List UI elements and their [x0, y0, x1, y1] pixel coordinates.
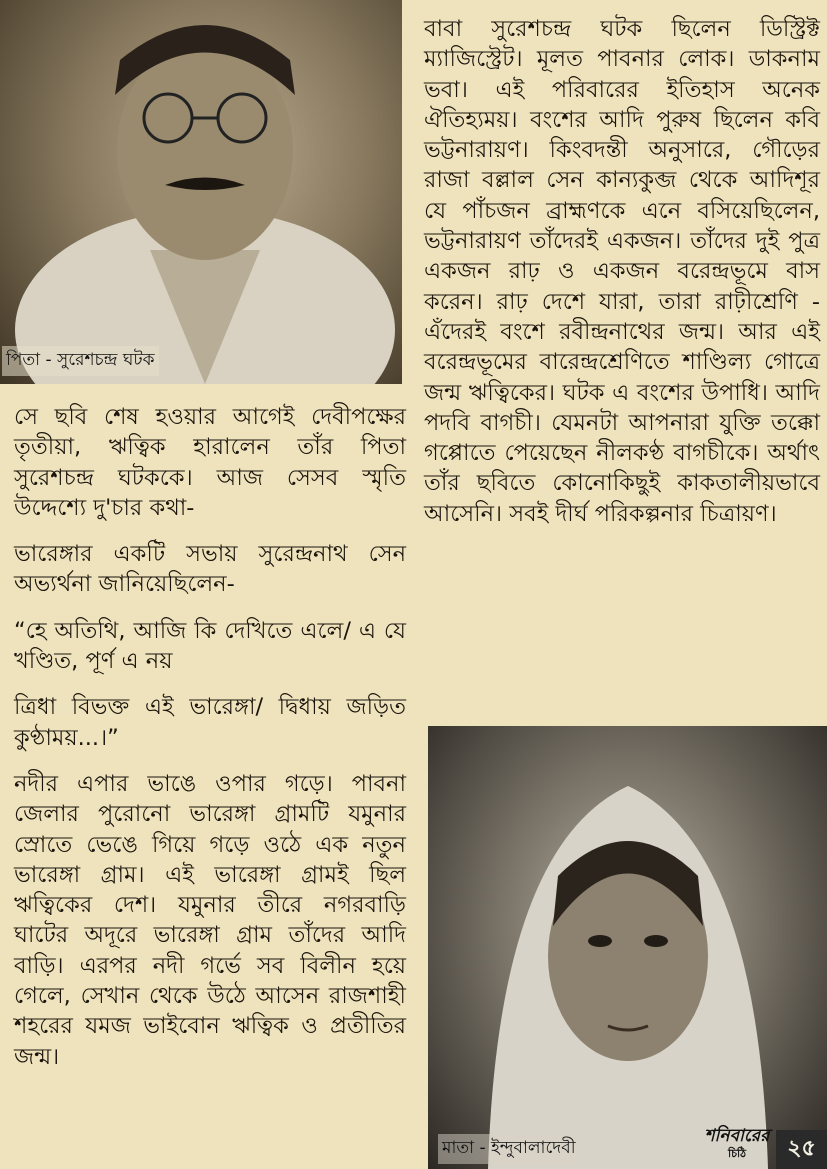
father-photo	[0, 0, 402, 384]
paragraph: বাবা সুরেশচন্দ্র ঘটক ছিলেন ডিস্ট্রিক্ট ম্যাজিস্ট্রেট। মূলত পাবনার লোক। ডাকনাম ভবা। এই পরিবারের ইতিহাস অনেক ঐতিহ্যময়। বংশের আদি পুরুষ ছিলেন কবি ভট্টনারায়ণ। কিংবদন্তী অনুসারে, গৌড়ের রাজা বল্লাল সেন কান্যকুব্জ থেকে আদিশূর যে পাঁচজন ব্রাহ্মণকে এনে বসিয়েছিলেন, ভট্টনারায়ণ তাঁদেরই একজন। তাঁদের দুই পুত্র একজন রাঢ় ও একজন বরেন্দ্রভূমে বাস করেন। রাঢ় দেশে যারা, তারা রাঢ়ীশ্রেণি - এঁদেরই বংশে রবীন্দ্রনাথের জন্ম। আর এই বরেন্দ্রভূমের বারেন্দ্রশ্রেণিতে শাণ্ডিল্য গোত্রে জন্ম ঋত্বিকের। ঘটক এ বংশের উপাধি। আদি পদবি বাগচী। যেমনটা আপনারা যুক্তি তক্কো গপ্পোতে পেয়েছেন নীলকণ্ঠ বাগচীকে। অর্থাৎ তাঁর ছবিতে কোনোকিছুই কাকতালীয়ভাবে আসেনি। সবই দীর্ঘ পরিকল্পনার চিত্রায়ণ।	[424, 16, 820, 527]
left-text-column	[14, 402, 406, 1088]
quote-line: ত্রিধা বিভক্ত এই ভারেঙ্গা/ দ্বিধায় জড়িত কুণ্ঠাময়...।”	[14, 694, 406, 751]
mother-photo	[428, 726, 827, 1169]
logo-text: শনিবারের	[704, 1126, 770, 1146]
mother-caption: মাতা - ইন্দুবালাদেবী	[438, 1134, 580, 1164]
paragraph: সে ছবি শেষ হওয়ার আগেই দেবীপক্ষের তৃতীয়া, ঋত্বিক হারালেন তাঁর পিতা সুরেশচন্দ্র ঘটককে। আজ সেসব স্মৃতি উদ্দেশ্যে দু'চার কথা-	[14, 404, 406, 521]
right-text-column	[424, 14, 820, 545]
page-number: ২৫	[776, 1130, 827, 1169]
quote-line: “হে অতিথি, আজি কি দেখিতে এলে/ এ যে খণ্ডিত, পূর্ণ এ নয়	[14, 617, 406, 675]
logo-subtext: চিঠি	[727, 1147, 747, 1160]
mother-portrait-illustration	[428, 726, 827, 1169]
father-caption: পিতা - সুরেশচন্দ্র ঘটক	[2, 346, 159, 376]
magazine-logo	[704, 1127, 770, 1165]
paragraph: নদীর এপার ভাঙে ওপার গড়ে। পাবনা জেলার পুরোনো ভারেঙ্গা গ্রামটি যমুনার স্রোতে ভেঙে গিয়ে গড়ে ওঠে এক নতুন ভারেঙ্গা গ্রাম। এই ভারেঙ্গা গ্রামই ছিল ঋত্বিকের দেশ। যমুনার তীরে নগরবাড়ি ঘাটের অদূরে ভারেঙ্গা গ্রাম তাঁদের আদি বাড়ি। এরপর নদী গর্ভে সব বিলীন হয়ে গেলে, সেখান থেকে উঠে আসেন রাজশাহী শহরের যমজ ভাইবোন ঋত্বিক ও প্রতীতির জন্ম।	[14, 770, 406, 1070]
father-portrait-illustration	[0, 0, 402, 384]
paragraph: ভারেঙ্গার একটি সভায় সুরেন্দ্রনাথ সেন অভ্যর্থনা জানিয়েছিলেন-	[14, 541, 406, 598]
